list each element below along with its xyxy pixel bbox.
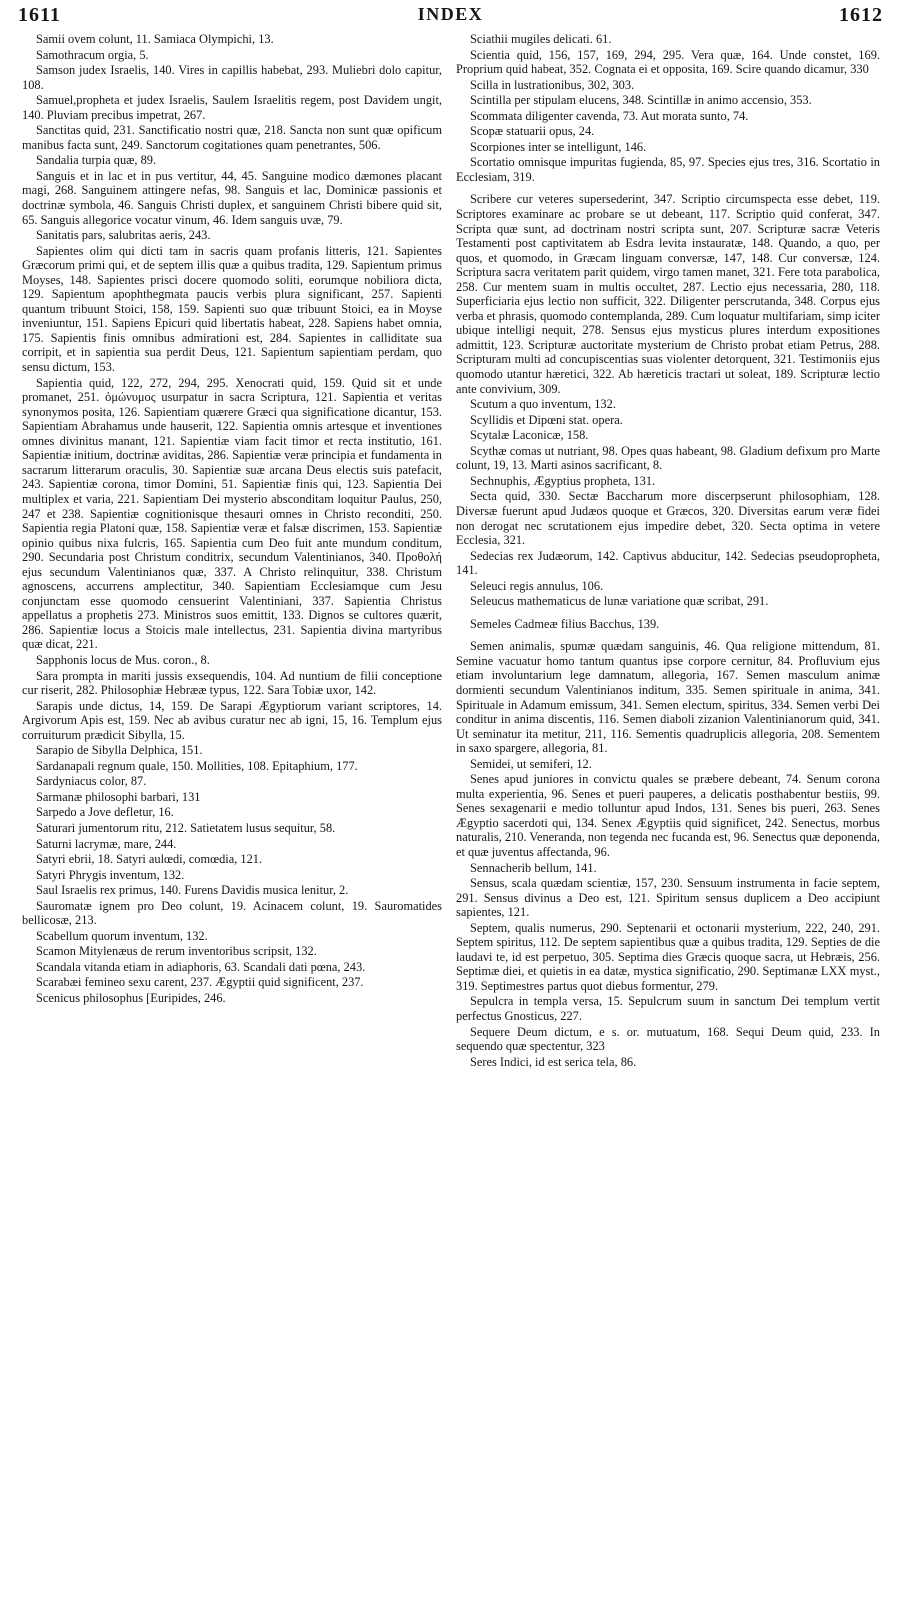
index-entry: Scamon Mitylenæus de rerum inventoribus scripsit, 132.: [36, 944, 317, 959]
page-header: [0, 2, 901, 30]
index-entry: Scythæ comas ut nutriant, 98. Opes quas habeant, 98. Gladium defixum pro Marte colunt, 19, 13. Marti asinos sacrificant, 8.: [456, 443, 880, 473]
index-entry: Scyllidis et Dipœni stat. opera.: [470, 412, 623, 427]
index-entry: Saturni lacrymæ, mare, 244.: [36, 836, 177, 851]
index-entry: Seres Indici, id est serica tela, 86.: [470, 1054, 637, 1069]
index-entry: Sara prompta in mariti jussis exsequendis, 104. Ad nuntium de filii conceptione cur riserit, 282. Philosophiæ Hebrææ typus, 122. Sara Tobiæ uxor, 142.: [22, 668, 442, 698]
index-entry: Samuel,propheta et judex Israelis, Saulem Israelitis regem, post Davidem ungit, 140. Pluviam precibus impetrat, 267.: [22, 93, 442, 122]
index-entry: Samothracum orgia, 5.: [36, 47, 149, 62]
index-entry: Scytalæ Laconicæ, 158.: [470, 428, 589, 443]
index-entry: Sanitatis pars, salubritas aeris, 243.: [36, 228, 211, 243]
index-entry: Saturari jumentorum ritu, 212. Satietatem lusus sequitur, 58.: [36, 820, 336, 835]
index-entry: Sarmanæ philosophi barbari, 131: [36, 789, 201, 804]
index-entry: Sandalia turpia quæ, 89.: [36, 153, 157, 168]
index-entry: Sennacherib bellum, 141.: [470, 860, 597, 875]
index-entry: Samson judex Israelis, 140. Vires in capillis habebat, 293. Muliebri dolo capitur, 108.: [22, 63, 442, 92]
index-entry: Scenicus philosophus [Euripides, 246.: [36, 991, 226, 1005]
index-entry: Senes apud juniores in convictu quales se præbere debeant, 74. Senum corona multa experientia, 96. Senes et pueri pauperes, a delicatis posthabentur bestiis, 99. Senes sexagenarii e medio tolluntur apud Indos, 131. Senes bis pueri, 263. Senes Ægyptio sacerdoti qui, 134. Senex Ægyptiis quid significet, 242. Senectus, morbus naturalis, 210. Veneranda, non tegenda nec fucanda est, 96. Senectus quæ deponenda, et quæ juventus affectanda, 96.: [456, 772, 880, 859]
index-entry: Satyri ebrii, 18. Satyri aulœdi, comœdia, 121.: [36, 852, 263, 867]
index-entry: Sapientia quid, 122, 272, 294, 295. Xenocrati quid, 159. Quid sit et unde promanet, 251. ὁμώνυμος usurpatur in sacra Scriptura, 121. Sapientia et veritas synonymos posita, 126. Sapientiam quærere Græci qua significatione dicantur, 153. Sapientiam Abrahamus unde hauserit, 122. Sapientia omnis artesque et inventiones omnes divinitus manant, 121. Sapientiæ viam facit timor et recta institutio, 161. Sapientiæ initium, doctrinæ aviditas, 286. Sapientiæ veræ principia et fundamenta in sacrarum litterarum oraculis, 30. Sapientiæ suæ arcana Deus electis suis patefacit, 243. Sapientiæ corona, timor Domini, 51. Sapientiæ finis qui, 123. Sapientia Dei multiplex et varia, 221. Sapientiam Dei mysterio absconditam loquitur Paulus, 250, 247 et 238. Sapientiæ cognitionisque thesauri omnes in Christo reconditi, 250. Sapientia regia Platoni quæ, 158. Sapientiæ veræ et falsæ discrimen, 153. Sapientiæ opinio quibus nixa fulcris, 165. Sapientia cum Deo fuit ante mundum conditum, 290. Secundaria post Christum conditrix, secundum Valentinianos, 340. Προθολή ejus secundum Valentinianos quæ, 337. A Christo relinquitur, 338. Christum agnoscens, accurrens amplectitur, 340. Sapientiam Ecclesiamque cum Jesu conjunctam esse quomodo censuerint Valentiniani, 337. Sapientia Christus appellatus a prophetis 273. Ministros suos emittit, 133. Dignos se cultores quærit, 286. Sapientiæ locus a Stoicis male intellectus, 231. Sapientia divina martyribus quæ dicat, 221.: [22, 375, 442, 652]
index-entry: Sanguis et in lac et in pus vertitur, 44, 45. Sanguine modico dæmones placant magi, 268. Sanguinem attingere nefas, 98. Sanguis et lac, Dominicæ passionis et doctrinæ symbola, 46. Sanguis Christi duplex, et sanguinem Christi bibere quid sit, 65. Sanguis allegorice vocatur vinum, 46. Idem sanguis uvæ, 79.: [22, 168, 442, 227]
index-entry: Secta quid, 330. Sectæ Baccharum more discerpserunt philosophiam, 128. Diversæ fuerunt apud Judæos quoque et Græcos, 320. Diversitas earum veræ fidei non derogat nec scrutationem ejus impedire debet, 320. Secta optima in vetere Ecclesia, 321.: [456, 489, 880, 548]
index-entry: Sepulcra in templa versa, 15. Sepulcrum suum in sanctum Dei templum vertit perfectus Gnosticus, 227.: [456, 994, 880, 1023]
index-entry: Sapphonis locus de Mus. coron., 8.: [36, 652, 210, 667]
index-entry: Sedecias rex Judæorum, 142. Captivus abducitur, 142. Sedecias pseudopropheta, 141.: [456, 548, 880, 578]
index-entry: Scintilla per stipulam elucens, 348. Scintillæ in animo accensio, 353.: [470, 93, 812, 108]
index-entry: Sardanapali regnum quale, 150. Mollities, 108. Epitaphium, 177.: [36, 758, 358, 773]
index-entry: Sarapis unde dictus, 14, 159. De Sarapi Ægyptiorum variant scriptores, 14. Argivorum Apis est, 159. Nec ab avibus curatur nec ab igni, 15, 16. Templum ejus corruiturum prædicit Sibylla, 15.: [22, 698, 442, 742]
index-entry: Scutum a quo inventum, 132.: [470, 397, 616, 412]
index-entry: Seleucus mathematicus de lunæ variatione quæ scribat, 291.: [470, 594, 769, 609]
index-entry: Sciathii mugiles delicati. 61.: [470, 32, 612, 46]
index-entry: Scorpiones inter se intelligunt, 146.: [470, 139, 647, 154]
index-entry: Samii ovem colunt, 11. Samiaca Olympichi, 13.: [36, 32, 274, 46]
index-entry: Semidei, ut semiferi, 12.: [470, 756, 592, 771]
index-entry: Sensus, scala quædam scientiæ, 157, 230. Sensuum instrumenta in facie septem, 291. Sensus divinus a Deo est, 121. Spiritum sensus duplicem a Deo accipiunt sapientes, 121.: [456, 876, 880, 920]
index-entry: Scortatio omnisque impuritas fugienda, 85, 97. Species ejus tres, 316. Scortatio in Ecclesiam, 319.: [456, 155, 880, 184]
index-entry: Sauromatæ ignem pro Deo colunt, 19. Acinacem colunt, 19. Sauromatides bellicosæ, 213.: [22, 898, 442, 928]
index-entry: Sarapio de Sibylla Delphica, 151.: [36, 743, 203, 758]
index-entry: Scarabæi femineo sexu carent, 237. Ægyptii quid significent, 237.: [36, 975, 364, 990]
index-entry: Scommata diligenter cavenda, 73. Aut morata sunto, 74.: [470, 108, 749, 123]
index-entry: Scopæ statuarii opus, 24.: [470, 124, 595, 139]
index-entry: Sequere Deum dictum, e s. or. mutuatum, 168. Sequi Deum quid, 233. In sequendo quæ spectentur, 323: [456, 1024, 880, 1054]
left-column: [22, 32, 442, 1593]
index-entry: Scilla in lustrationibus, 302, 303.: [470, 77, 635, 92]
index-entry: Scabellum quorum inventum, 132.: [36, 928, 208, 943]
page-title: INDEX: [417, 4, 484, 24]
right-column: [456, 32, 880, 1593]
index-entry: Scribere cur veteres supersederint, 347. Scriptio circumspecta esse debet, 119. Scriptores examinare ac probare se ut debeant, 117. Scriptio quid conferat, 347. Scripta quæ sunt, ad doctrinam nostri scripta sunt, 207. Scripturæ sacræ Veteris Testamenti post captivitatem ab Esdra levita instauratæ, 148. Quando, a quo, per quos, et quomodo, in Græcam linguam conversæ, 147, 148. Cur conversæ, 124. Scriptura sacra veritatem parit quidem, virgo tamen manet, 321. Fere tota parabolica, 258. Cur mentem suam in multis occultet, 287. Lectio ejus necessaria, 280, 118. Superficiaria ejus lectio non sufficit, 322. Diligenter perscrutanda, 348. Corpus ejus verba et phrasis, quomodo contemplanda, 289. Cum loquatur multifariam, simp iciter ubique intelligi nequit, 278. Sensus ejus mysticus plures interdum expositiones admittit, 123. Scripturæ auctoritate mysterium de Christo probat etiam Petrus, 288. Scripturam multi ad concupiscentias suas violenter detorquent, 321. Testimoniis ejus quomodo utantur hæretici, 322. Ab hæreticis tractari ut soleat, 189. Scripturæ lectio ante convivium, 309.: [456, 192, 880, 396]
index-entry: Septem, qualis numerus, 290. Septenarii et octonarii mysterium, 222, 240, 291. Septem spiritus, 112. De septem sapientibus quæ a quibus tradita, 129. Septies de die laudavi te, id est perpetuo, 305. Septima dies Græcis quoque sacra, ut Hebræis, 256. Septimæ diei, et quietis in ea datæ, mystica significatio, 290. Septimanæ LXX myst., 319. Septimestres partus quot diebus formentur, 279.: [456, 920, 880, 993]
right-page-number: 1612: [839, 4, 883, 26]
left-page-number: 1611: [18, 4, 61, 26]
index-entry: Seleuci regis annulus, 106.: [470, 578, 604, 593]
index-entry: Sanctitas quid, 231. Sanctificatio nostri quæ, 218. Sancta non sunt quæ opificum manibus facta sunt, 249. Sanctorum cogitationes quam penetrantes, 506.: [22, 123, 442, 152]
index-entry: Sarpedo a Jove defletur, 16.: [36, 805, 174, 820]
index-entry: Scientia quid, 156, 157, 169, 294, 295. Vera quæ, 164. Unde constet, 169. Proprium quid habeat, 352. Cognata ei et opposita, 169. Scire quando dicamur, 330: [456, 47, 880, 77]
index-entry: Sechnuphis, Ægyptius propheta, 131.: [470, 473, 656, 488]
index-entry: Sapientes olim qui dicti tam in sacris quam profanis litteris, 121. Sapientes Græcorum primi qui, et de septem illis quæ a quibus tradita, 129. Sapientum primus Moyses, 148. Sapientes prisci docere quomodo soliti, eorumque nobiliora dicta, 129. Sapientum apophthegmata paucis verbis plura significant, 257. Sapienti quantum tribuunt Stoici, 158, 159. Sapienti suo quæ tribuunt Stoici, ea in Moyse inveniuntur, 151. Sapiens Epicuri quid libertatis habeat, 228. Sapiens habet omnia, 175. Sapientis finis omnibus admirationi est, 284. Sapientes in calliditate sua corripit, et in sapientia sua perdit Deus, 121. Sapientum sapientiam perdam, quo sensu dictum, 153.: [22, 243, 442, 375]
index-entry: Sardyniacus color, 87.: [36, 774, 147, 789]
index-entry: Semen animalis, spumæ quædam sanguinis, 46. Qua religione mittendum, 81. Semine vacuatur homo tantum quantus ipse corpore cernitur, 84. Profluvium ejus etiam involuntarium lege damnatum, allegoria, 167. Semen masculum animæ dormienti secundum Valentinianos inditum, 335. Semen spirituale in anima, 341. Spirituale in Adamum emissum, 341. Semen electum, spiritus, 334. Semen verbi Dei conditur in anima discentis, 116. Semen diaboli zizanion Valentinianorum quid, 341. Ut seminatur ita metitur, 211, 116. Sementis quadruplicis allegoria, 208. Sementem in saxo spargere, allegoria, 81.: [456, 639, 880, 756]
index-entry: Satyri Phrygis inventum, 132.: [36, 867, 185, 882]
index-entry: Semeles Cadmeæ filius Bacchus, 139.: [470, 616, 660, 631]
index-entry: Scandala vitanda etiam in adiaphoris, 63. Scandali dati pœna, 243.: [36, 959, 366, 974]
index-entry: Saul Israelis rex primus, 140. Furens Davidis musica lenitur, 2.: [36, 883, 349, 898]
